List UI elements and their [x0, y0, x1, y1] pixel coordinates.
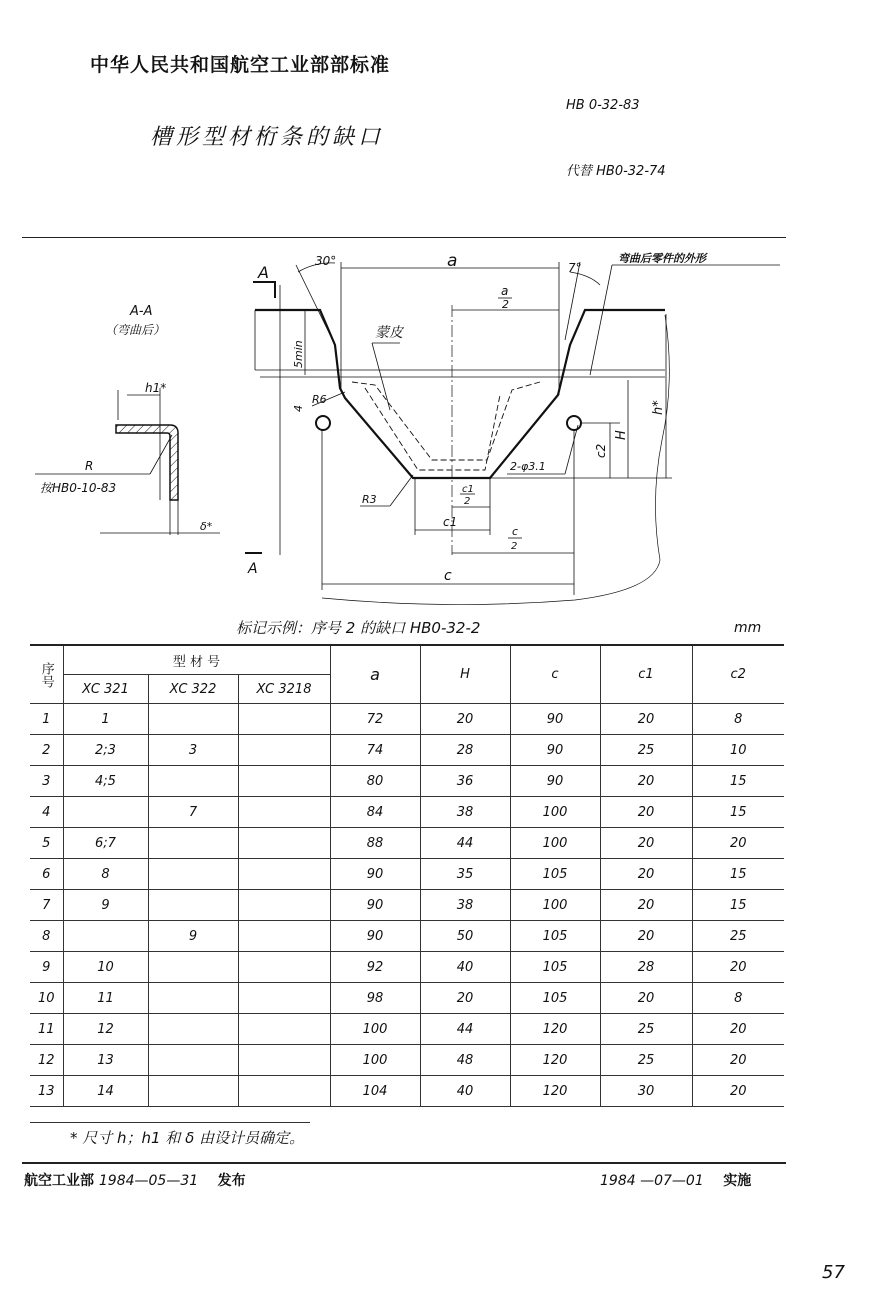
table-cell: [63, 797, 148, 828]
issuer: 航空工业部: [24, 1173, 94, 1189]
table-cell: 98: [330, 983, 420, 1014]
section-marker-bottom: A: [248, 561, 258, 577]
issue-word: 发布: [217, 1173, 246, 1189]
c1-half-denominator: 2: [464, 496, 471, 507]
table-cell: [238, 766, 330, 797]
table-row: [30, 921, 784, 952]
delta-label: δ*: [200, 520, 213, 533]
section-note: （弯曲后）: [105, 323, 166, 337]
table-cell: 9: [148, 921, 238, 952]
r-label: R: [85, 459, 94, 473]
effective-info: [600, 1170, 751, 1190]
table-cell: 90: [510, 704, 600, 735]
table-cell: 7: [30, 890, 63, 921]
table-cell: 74: [330, 735, 420, 766]
c-half-numerator: c: [512, 525, 519, 538]
table-cell: 20: [600, 797, 692, 828]
footnote: * 尺寸 h；h1 和 δ 由设计员确定。: [70, 1129, 305, 1147]
table-cell: 100: [510, 828, 600, 859]
table-cell: 40: [420, 952, 510, 983]
table-cell: 12: [63, 1014, 148, 1045]
table-cell: 20: [600, 828, 692, 859]
table-cell: 28: [600, 952, 692, 983]
issue-info: [24, 1170, 246, 1190]
issue-date: 1984—05—31: [98, 1173, 199, 1189]
table-cell: 40: [420, 1076, 510, 1107]
table-cell: 20: [600, 704, 692, 735]
table-cell: 100: [330, 1045, 420, 1076]
table-cell: 104: [330, 1076, 420, 1107]
table-cell: 25: [692, 921, 784, 952]
table-cell: 10: [692, 735, 784, 766]
dim-a-label: a: [447, 251, 458, 271]
table-cell: 20: [692, 1076, 784, 1107]
col-header-c: c: [510, 645, 600, 704]
table-cell: 10: [63, 952, 148, 983]
table-cell: [238, 1045, 330, 1076]
table-cell: 25: [600, 735, 692, 766]
table-cell: 38: [420, 797, 510, 828]
table-cell: 20: [600, 859, 692, 890]
table-cell: 8: [692, 983, 784, 1014]
table-cell: 15: [692, 797, 784, 828]
table-cell: 88: [330, 828, 420, 859]
table-cell: 4;5: [63, 766, 148, 797]
min-5-label: 5min: [292, 340, 305, 368]
table-cell: 12: [30, 1045, 63, 1076]
table-cell: 35: [420, 859, 510, 890]
page-number: 57: [822, 1262, 845, 1283]
dim-a-half-numerator: a: [501, 284, 509, 298]
table-cell: 20: [420, 983, 510, 1014]
col-header-xc321: XC 321: [63, 675, 148, 704]
table-cell: 38: [420, 890, 510, 921]
table-cell: [238, 890, 330, 921]
c1-half-numerator: c1: [462, 484, 474, 495]
table-cell: [148, 1014, 238, 1045]
table-cell: 90: [510, 766, 600, 797]
table-row: [30, 890, 784, 921]
table-cell: [238, 735, 330, 766]
table-row: [30, 766, 784, 797]
r6-label: R6: [312, 393, 327, 406]
table-cell: 90: [330, 859, 420, 890]
section-view: [35, 304, 220, 535]
table-cell: 105: [510, 952, 600, 983]
table-cell: 7: [148, 797, 238, 828]
table-cell: 8: [63, 859, 148, 890]
table-cell: 14: [63, 1076, 148, 1107]
table-row: [30, 1014, 784, 1045]
table-cell: 20: [600, 766, 692, 797]
table-cell: 13: [30, 1076, 63, 1107]
r3-label: R3: [362, 493, 377, 506]
table-row: [30, 797, 784, 828]
h-label: h*: [651, 400, 666, 415]
table-cell: 1: [30, 704, 63, 735]
table-cell: 3: [30, 766, 63, 797]
c-half-denominator: 2: [511, 541, 518, 552]
table-row: [30, 1045, 784, 1076]
table-cell: 92: [330, 952, 420, 983]
table-cell: 25: [600, 1014, 692, 1045]
table-cell: [148, 1076, 238, 1107]
table-cell: 1: [63, 704, 148, 735]
table-cell: 20: [692, 952, 784, 983]
col-header-c2: c2: [692, 645, 784, 704]
table-cell: 6;7: [63, 828, 148, 859]
table-cell: 36: [420, 766, 510, 797]
table-cell: 120: [510, 1076, 600, 1107]
footnote-divider: [30, 1122, 310, 1123]
table-cell: 13: [63, 1045, 148, 1076]
table-cell: 3: [148, 735, 238, 766]
table-cell: 30: [600, 1076, 692, 1107]
angle-30-label: 30°: [315, 254, 337, 268]
table-cell: [148, 1045, 238, 1076]
table-cell: 9: [30, 952, 63, 983]
table-cell: 11: [63, 983, 148, 1014]
table-cell: [238, 952, 330, 983]
table-row: [30, 983, 784, 1014]
table-cell: 2;3: [63, 735, 148, 766]
table-cell: [238, 983, 330, 1014]
table-cell: [238, 1014, 330, 1045]
table-row: [30, 704, 784, 735]
table-cell: [238, 828, 330, 859]
effective-date: 1984 —07—01: [600, 1173, 704, 1189]
unit-label: mm: [734, 620, 762, 636]
profile-header: 型 材 号: [63, 645, 330, 675]
marking-example: 标记示例：序号 2 的缺口 HB0-32-2: [236, 619, 481, 637]
table-cell: [148, 766, 238, 797]
table-cell: [238, 859, 330, 890]
table-cell: [148, 828, 238, 859]
c1-label: c1: [443, 515, 458, 529]
document-title: 槽形型材桁条的缺口: [150, 125, 385, 150]
table-cell: [148, 983, 238, 1014]
replaces-note: 代替 HB0-32-74: [566, 164, 666, 179]
col-header-xc3218: XC 3218: [238, 675, 330, 704]
section-marker-top: A: [258, 263, 269, 282]
c-label: c: [444, 568, 452, 584]
table-cell: [238, 797, 330, 828]
table-cell: 105: [510, 859, 600, 890]
col-header-H: H: [420, 645, 510, 704]
table-cell: 25: [600, 1045, 692, 1076]
angle-7-label: 7°: [568, 261, 582, 275]
table-cell: 84: [330, 797, 420, 828]
table-cell: 2: [30, 735, 63, 766]
table-cell: 4: [30, 797, 63, 828]
table-row: [30, 735, 784, 766]
dim-a-half-denominator: 2: [502, 298, 509, 311]
outline-note: 弯曲后零件的外形: [618, 252, 706, 265]
table-cell: 20: [600, 890, 692, 921]
table-cell: [238, 921, 330, 952]
table-cell: 15: [692, 766, 784, 797]
table-cell: 90: [510, 735, 600, 766]
table-cell: 50: [420, 921, 510, 952]
table-cell: 120: [510, 1014, 600, 1045]
dimensions-table: [30, 644, 784, 1107]
table-cell: 9: [63, 890, 148, 921]
table-cell: 80: [330, 766, 420, 797]
holes-label: 2-φ3.1: [510, 460, 546, 473]
table-cell: 20: [692, 1045, 784, 1076]
r-reference: 按HB0-10-83: [40, 481, 117, 495]
table-cell: 100: [330, 1014, 420, 1045]
seq-header: 序号: [30, 645, 63, 704]
table-cell: 11: [30, 1014, 63, 1045]
table-cell: 5: [30, 828, 63, 859]
table-row: [30, 952, 784, 983]
table-cell: 8: [692, 704, 784, 735]
table-cell: [148, 952, 238, 983]
table-cell: [238, 704, 330, 735]
standard-number: HB 0-32-83: [566, 98, 640, 113]
organization-heading: 中华人民共和国航空工业部部标准: [90, 54, 391, 76]
table-row: [30, 1076, 784, 1107]
table-cell: 15: [692, 859, 784, 890]
H-label: H: [614, 430, 629, 440]
table-cell: 72: [330, 704, 420, 735]
table-cell: [238, 1076, 330, 1107]
table-cell: 44: [420, 1014, 510, 1045]
effective-word: 实施: [723, 1173, 752, 1189]
col-header-xc322: XC 322: [148, 675, 238, 704]
table-cell: 90: [330, 921, 420, 952]
table-cell: 100: [510, 797, 600, 828]
table-cell: 20: [692, 1014, 784, 1045]
section-label: A-A: [130, 304, 153, 319]
table-cell: 105: [510, 921, 600, 952]
technical-drawing: [0, 240, 880, 615]
table-cell: 100: [510, 890, 600, 921]
table-cell: [148, 704, 238, 735]
divider: [22, 237, 786, 238]
c2-label: c2: [594, 443, 608, 458]
table-cell: [148, 890, 238, 921]
table-row: [30, 828, 784, 859]
dim-4-label: 4: [292, 405, 305, 412]
h1-label: h1*: [145, 381, 167, 395]
table-cell: 90: [330, 890, 420, 921]
table-cell: 20: [600, 921, 692, 952]
table-cell: [63, 921, 148, 952]
table-cell: 20: [420, 704, 510, 735]
table-cell: 44: [420, 828, 510, 859]
table-row: [30, 859, 784, 890]
table-cell: 8: [30, 921, 63, 952]
table-cell: 20: [600, 983, 692, 1014]
col-header-a: a: [330, 645, 420, 704]
table-cell: [148, 859, 238, 890]
table-cell: 28: [420, 735, 510, 766]
table-cell: 6: [30, 859, 63, 890]
skin-label: 蒙皮: [375, 325, 403, 341]
table-cell: 120: [510, 1045, 600, 1076]
table-cell: 15: [692, 890, 784, 921]
table-cell: 10: [30, 983, 63, 1014]
footer-divider: [22, 1162, 786, 1164]
table-cell: 48: [420, 1045, 510, 1076]
table-cell: 20: [692, 828, 784, 859]
col-header-c1: c1: [600, 645, 692, 704]
table-cell: 105: [510, 983, 600, 1014]
